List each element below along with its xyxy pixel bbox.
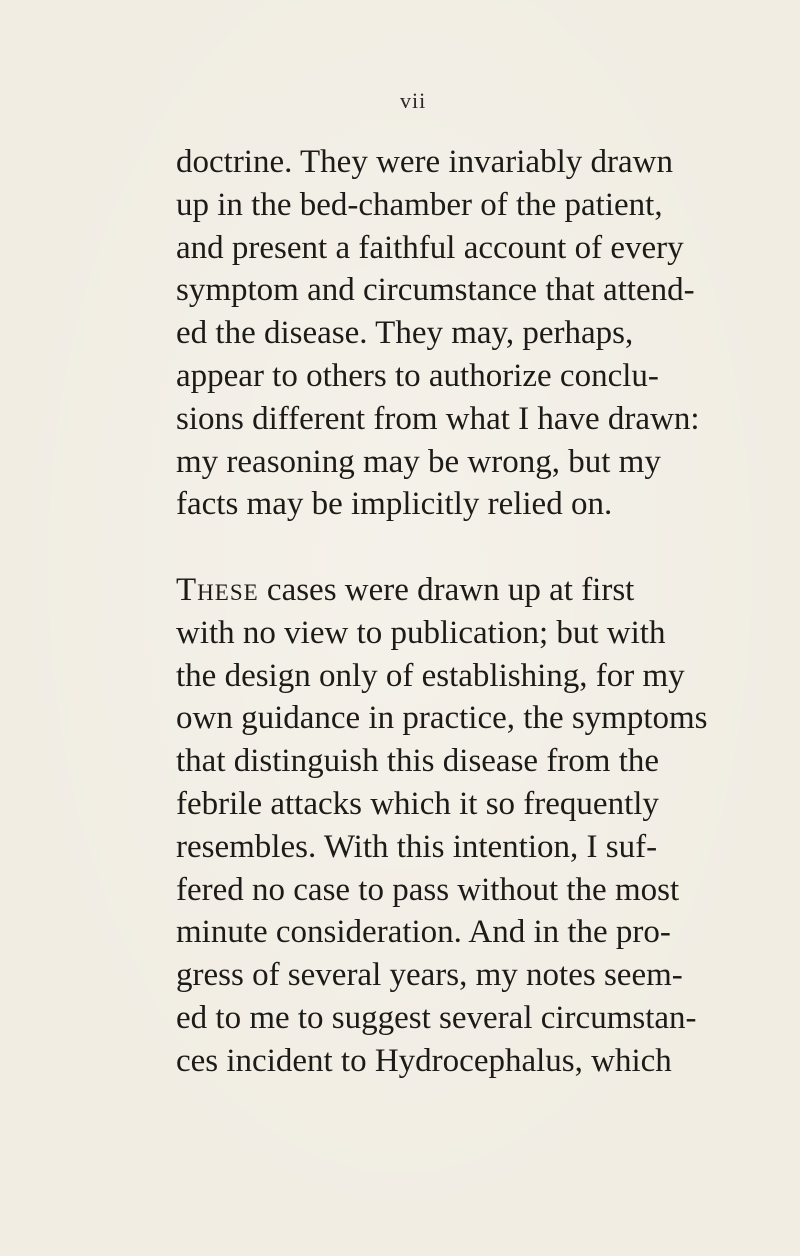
- text-line: doctrine. They were invariably drawn: [176, 144, 673, 180]
- text-line: that distinguish this disease from the: [176, 743, 660, 780]
- paragraph-2: [176, 569, 736, 1083]
- text-line: appear to others to authorize conclu-: [176, 357, 659, 394]
- text-line: ces incident to Hydrocephalus, which: [176, 1042, 672, 1079]
- text-line: facts may be implicitly relied on.: [176, 486, 613, 523]
- page-number: vii: [400, 88, 427, 113]
- text-line: my reasoning may be wrong, but my: [176, 443, 661, 480]
- paragraph-1: [176, 141, 736, 526]
- text-line: with no view to publication; but with: [176, 614, 666, 651]
- small-caps-opening-word: These: [176, 572, 259, 608]
- text-line-first: [176, 569, 736, 612]
- text-line: symptom and circumstance that attend-: [176, 272, 695, 309]
- text-line: resembles. With this intention, I suf-: [176, 828, 658, 865]
- text-line: own guidance in practice, the symptoms: [176, 700, 708, 737]
- first-line-rest: cases were drawn up at first: [258, 572, 635, 608]
- text-line: minute consideration. And in the pro-: [176, 914, 671, 951]
- text-line: fered no case to pass without the most: [176, 871, 680, 908]
- text-line: ed the disease. They may, perhaps,: [176, 315, 634, 352]
- text-line: gress of several years, my notes seem-: [176, 957, 683, 994]
- text-line: febrile attacks which it so frequently: [176, 785, 659, 822]
- text-line: sions different from what I have drawn:: [176, 400, 700, 437]
- text-line: and present a faithful account of every: [176, 229, 684, 266]
- text-line: the design only of establishing, for my: [176, 657, 685, 694]
- text-line: up in the bed-chamber of the patient,: [176, 186, 663, 223]
- text-line: ed to me to suggest several circumstan-: [176, 999, 697, 1036]
